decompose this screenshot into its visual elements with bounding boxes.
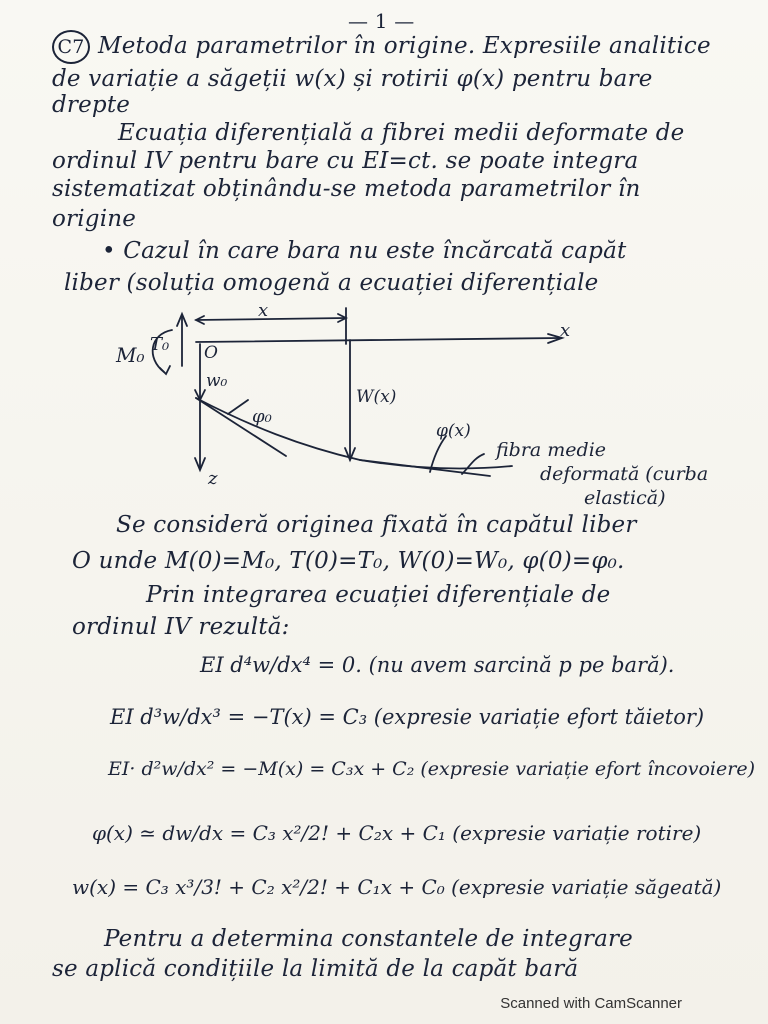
- dim-label: x: [258, 300, 269, 321]
- equation-1: EI d⁴w/dx⁴ = 0. (nu avem sarcină p pe bară).: [200, 653, 675, 677]
- tangent-line-0: [196, 398, 286, 456]
- heading-line-3: drepte: [52, 92, 131, 118]
- fiber-pointer: [462, 454, 484, 474]
- page-number: — 1 —: [348, 9, 415, 33]
- x-axis-label: x: [560, 320, 571, 341]
- beam-diagram: [0, 296, 768, 526]
- scanner-watermark: Scanned with CamScanner: [500, 995, 682, 1012]
- paragraph1-line-1: Ecuația diferențială a fibrei medii deformate de: [118, 120, 685, 146]
- case-line-1: • Cazul în care bara nu este încărcată capăt: [102, 238, 627, 264]
- section-badge: C7: [52, 30, 90, 64]
- heading-text-1: Metoda parametrilor în origine. Expresiile analitice: [98, 33, 711, 59]
- m0-label: M₀: [116, 343, 145, 367]
- closing-line-1: Pentru a determina constantele de integrare: [104, 926, 633, 952]
- fiber-label-3: elastică): [584, 487, 666, 509]
- closing-line-2: se aplică condițiile la limită de la capăt bară: [52, 956, 579, 982]
- equation-5: w(x) = C₃ x³/3! + C₂ x²/2! + C₁x + C₀ (expresie variație săgeată): [72, 875, 722, 899]
- x-axis-line: [196, 338, 560, 342]
- equation-3: EI· d²w/dx² = −M(x) = C₃x + C₂ (expresie variație efort încovoiere): [108, 758, 755, 780]
- integration-line-2: ordinul IV rezultă:: [72, 614, 290, 640]
- case-line-2: liber (soluția omogenă a ecuației diferențiale: [64, 270, 599, 296]
- fiber-label-1: fibra medie: [496, 439, 607, 461]
- phix-arc: [430, 436, 446, 472]
- integration-line-1: Prin integrarea ecuației diferențiale de: [146, 582, 611, 608]
- phix-label: φ(x): [436, 421, 471, 441]
- fiber-label-2: deformată (curba: [540, 463, 709, 485]
- m0-arrow: [160, 366, 170, 374]
- heading-line-2: de variație a săgeții w(x) și rotirii φ(x) pentru bare: [52, 66, 653, 92]
- heading-line-1: [52, 30, 711, 64]
- w0-label: w₀: [206, 371, 228, 391]
- equation-2: EI d³w/dx³ = −T(x) = C₃ (expresie variație efort tăietor): [110, 705, 705, 729]
- phi0-arrow-line: [228, 400, 248, 414]
- z-axis-label: z: [208, 468, 218, 489]
- origin-text-line-1: Se consideră originea fixată în capătul liber: [116, 512, 637, 538]
- equation-4: φ(x) ≃ dw/dx = C₃ x²/2! + C₂x + C₁ (expresie variație rotire): [92, 821, 702, 845]
- phi0-label: φ₀: [252, 406, 272, 427]
- wx-label: W(x): [356, 387, 397, 407]
- t0-label: T₀: [150, 334, 170, 355]
- paragraph1-line-4: origine: [52, 206, 137, 232]
- paragraph1-line-3: sistematizat obținându-se metoda parametrilor în: [52, 176, 641, 202]
- origin-text-line-2: O unde M(0)=M₀, T(0)=T₀, W(0)=W₀, φ(0)=φ₀.: [72, 548, 625, 574]
- dim-line: [196, 318, 346, 320]
- paragraph1-line-2: ordinul IV pentru bare cu EI=ct. se poate integra: [52, 148, 639, 174]
- origin-label: O: [204, 343, 218, 363]
